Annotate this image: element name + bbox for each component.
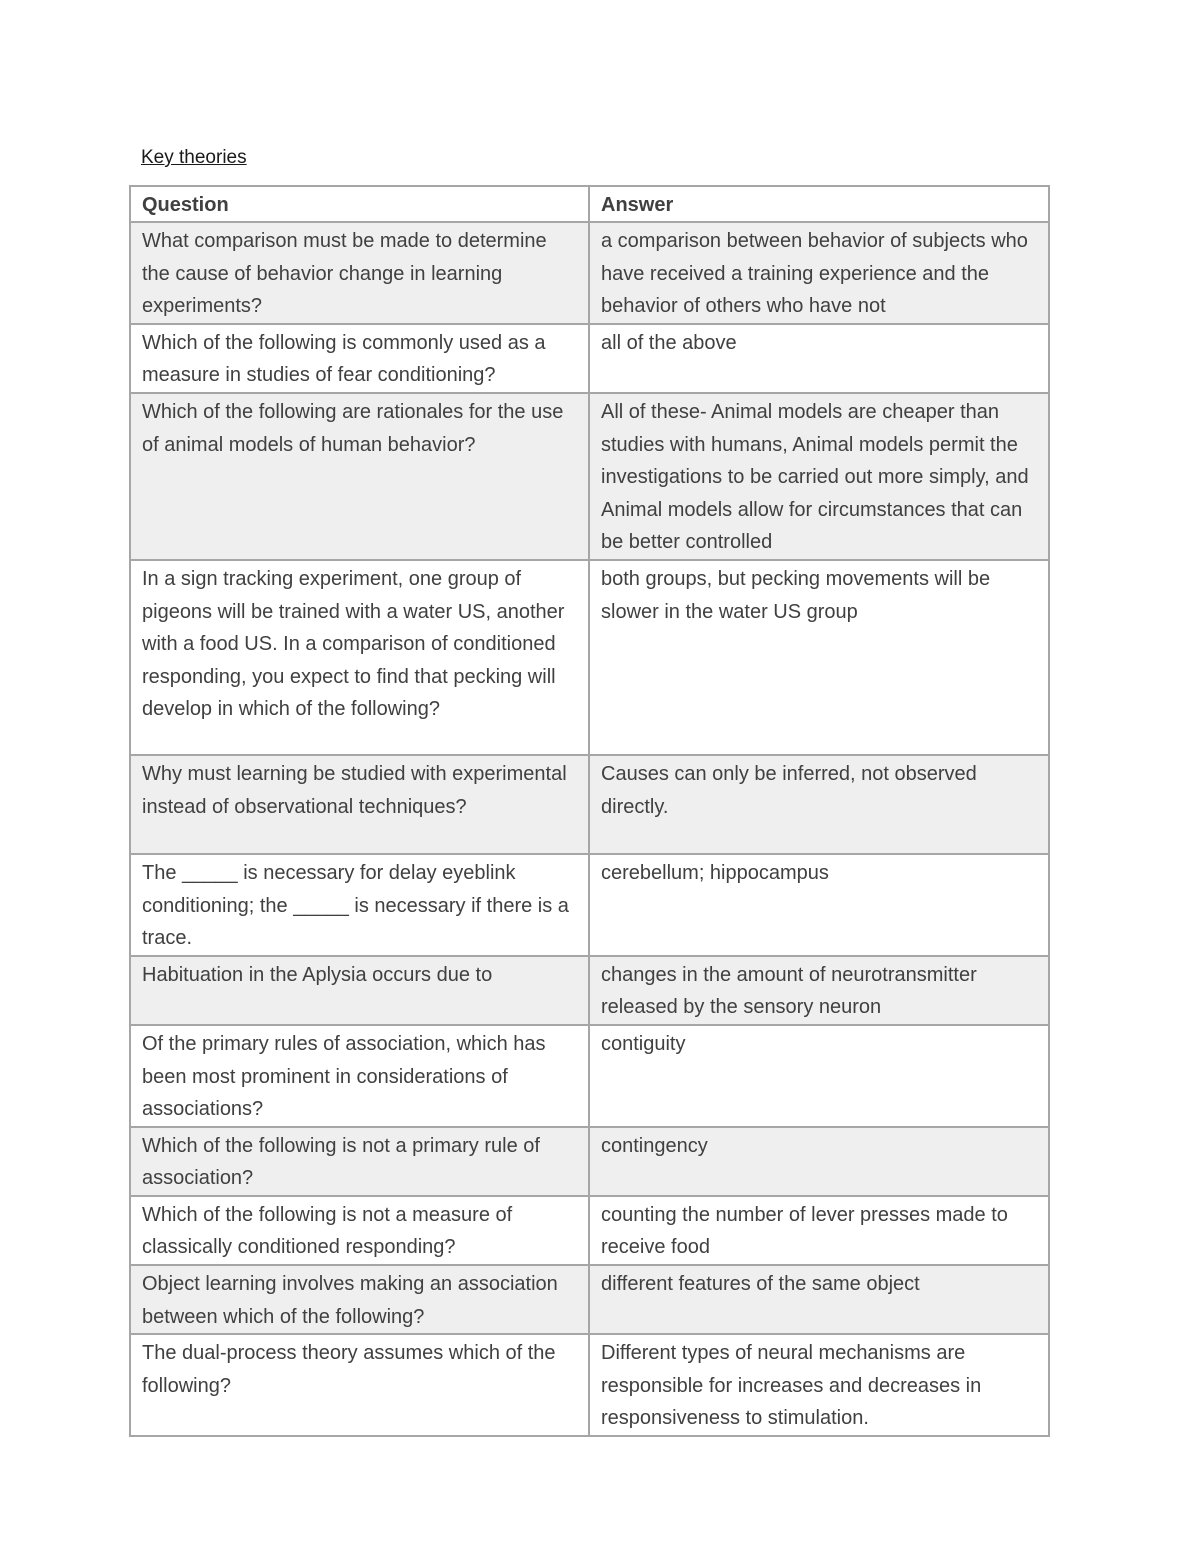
- table-row: [130, 324, 1049, 393]
- answer-cell: contiguity: [589, 1025, 1049, 1127]
- question-cell: Of the primary rules of association, which has been most prominent in considerations of associations?: [130, 1025, 589, 1127]
- answer-cell: cerebellum; hippocampus: [589, 854, 1049, 956]
- answer-cell: Causes can only be inferred, not observed directly.: [589, 755, 1049, 854]
- question-cell: The dual-process theory assumes which of the following?: [130, 1334, 589, 1436]
- table-row: [130, 560, 1049, 755]
- answer-cell: Different types of neural mechanisms are responsible for increases and decreases in responsiveness to stimulation.: [589, 1334, 1049, 1436]
- table-row: [130, 1334, 1049, 1436]
- table-row: [130, 222, 1049, 324]
- document-title: Key theories: [141, 147, 247, 168]
- table-row: [130, 1127, 1049, 1196]
- table-row: [130, 1265, 1049, 1334]
- answer-cell: both groups, but pecking movements will be slower in the water US group: [589, 560, 1049, 755]
- table-row: [130, 755, 1049, 854]
- table-header-row: [130, 186, 1049, 222]
- question-cell: The _____ is necessary for delay eyeblink conditioning; the _____ is necessary if there is a trace.: [130, 854, 589, 956]
- question-header: Question: [130, 186, 589, 222]
- question-cell: Which of the following is commonly used as a measure in studies of fear conditioning?: [130, 324, 589, 393]
- answer-header: Answer: [589, 186, 1049, 222]
- question-cell: Habituation in the Aplysia occurs due to: [130, 956, 589, 1025]
- answer-cell: contingency: [589, 1127, 1049, 1196]
- answer-cell: different features of the same object: [589, 1265, 1049, 1334]
- question-cell: Which of the following are rationales for the use of animal models of human behavior?: [130, 393, 589, 560]
- question-cell: Object learning involves making an association between which of the following?: [130, 1265, 589, 1334]
- qa-table: [129, 185, 1050, 1437]
- answer-cell: All of these- Animal models are cheaper than studies with humans, Animal models permit the investigations to be carried out more simply, and Animal models allow for circumstances that can be better controlled: [589, 393, 1049, 560]
- question-cell: In a sign tracking experiment, one group of pigeons will be trained with a water US, another with a food US. In a comparison of conditioned responding, you expect to find that pecking will develop in which of the following?: [130, 560, 589, 755]
- table-row: [130, 1025, 1049, 1127]
- table-row: [130, 393, 1049, 560]
- answer-cell: all of the above: [589, 324, 1049, 393]
- question-cell: What comparison must be made to determine the cause of behavior change in learning experiments?: [130, 222, 589, 324]
- answer-cell: a comparison between behavior of subjects who have received a training experience and the behavior of others who have not: [589, 222, 1049, 324]
- table-row: [130, 956, 1049, 1025]
- question-cell: Which of the following is not a primary rule of association?: [130, 1127, 589, 1196]
- table-row: [130, 854, 1049, 956]
- question-cell: Which of the following is not a measure of classically conditioned responding?: [130, 1196, 589, 1265]
- question-cell: Why must learning be studied with experimental instead of observational techniques?: [130, 755, 589, 854]
- answer-cell: counting the number of lever presses made to receive food: [589, 1196, 1049, 1265]
- answer-cell: changes in the amount of neurotransmitter released by the sensory neuron: [589, 956, 1049, 1025]
- table-row: [130, 1196, 1049, 1265]
